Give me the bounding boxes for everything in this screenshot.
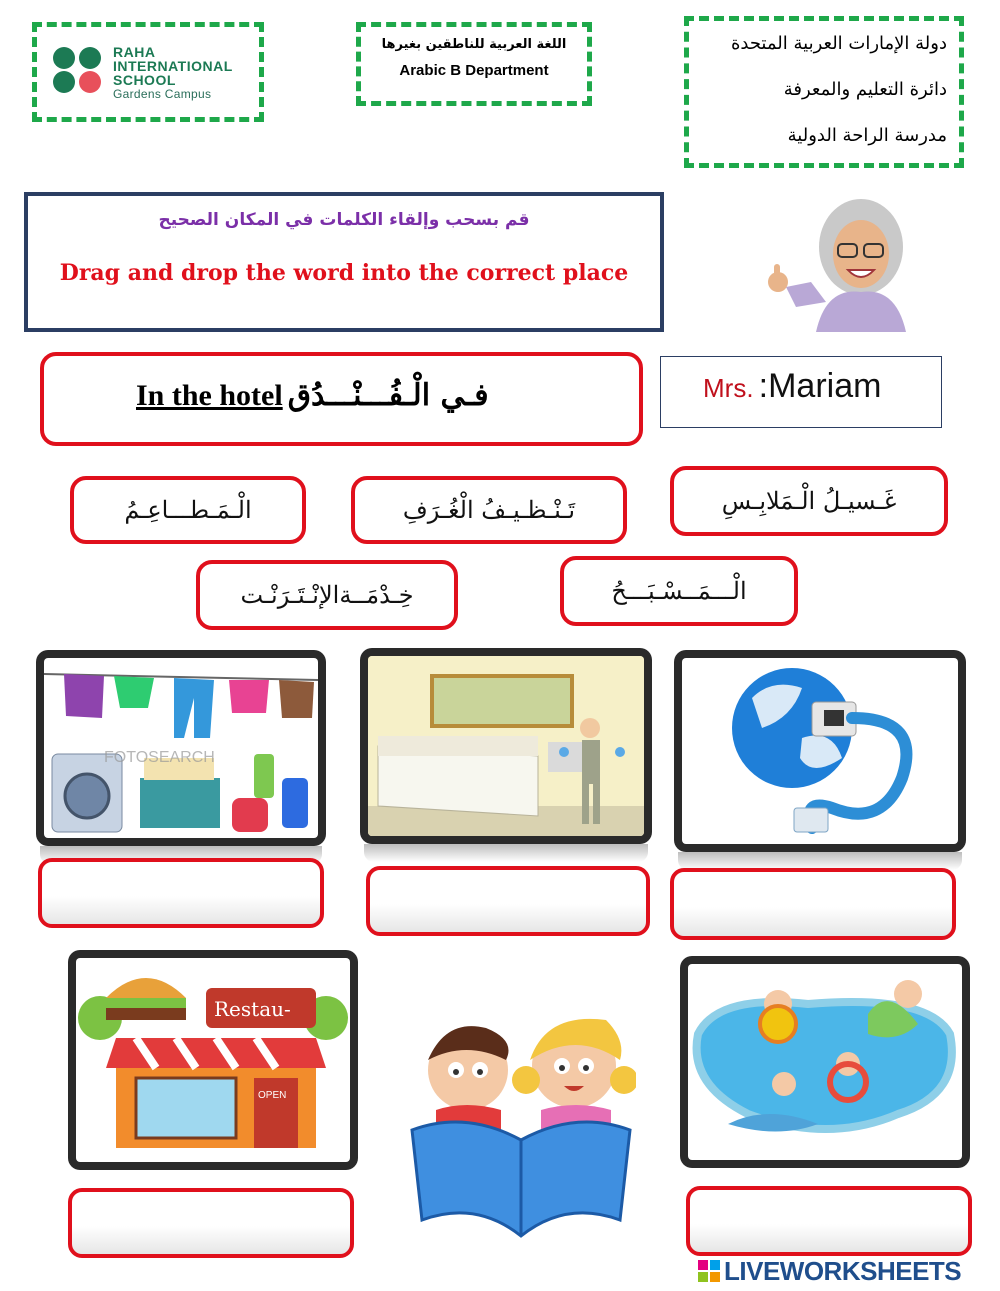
restaurant-image — [76, 958, 350, 1162]
swimming-pool-image — [688, 964, 962, 1160]
picture-frame-swimming-pool — [680, 956, 970, 1168]
laundry-watermark: FOTOSEARCH — [104, 749, 215, 766]
authority-line-1: دولة الإمارات العربية المتحدة — [730, 33, 947, 54]
room-cleaning-image — [368, 656, 644, 836]
kids-reading-image — [406, 1000, 636, 1244]
department-english: Arabic B Department — [399, 62, 549, 79]
title-arabic: فـي الْـفُـــنْـــدُق — [287, 378, 489, 413]
picture-frame-restaurant — [68, 950, 358, 1170]
teacher-avatar — [756, 192, 926, 332]
picture-frame-laundry — [36, 650, 326, 846]
title-english: In the hotel — [136, 379, 283, 412]
instructions-english: Drag and drop the word into the correct place — [59, 260, 629, 286]
restaurant-sign: Restau- — [214, 997, 291, 1021]
department-box — [356, 22, 592, 106]
word-card-room-cleaning[interactable]: تَـنْـظـيـفُ الْغُـرَفِ — [351, 476, 627, 544]
school-name: RAHA INTERNATIONAL SCHOOL Gardens Campus — [113, 44, 233, 101]
picture-frame-room-cleaning — [360, 648, 652, 844]
word-card-swimming-pool[interactable]: الْـــمَــسْـبَـــحُ — [560, 556, 798, 626]
word-card-restaurants[interactable]: الْـمَـطـــاعِـمُ — [70, 476, 306, 544]
drop-zone-laundry[interactable] — [38, 858, 324, 928]
school-logo-box — [32, 22, 264, 122]
drop-zone-swimming-pool[interactable] — [686, 1186, 972, 1256]
restaurant-open-sign: OPEN — [258, 1090, 287, 1101]
teacher-name-box — [660, 356, 942, 428]
drop-zone-internet[interactable] — [670, 868, 956, 940]
frame-reflection — [364, 844, 648, 862]
word-card-laundry[interactable]: غَـسيـلُ الْـمَلابِـسِ — [670, 466, 948, 536]
laundry-image — [44, 658, 318, 838]
authority-line-3: مدرسة الراحة الدولية — [787, 125, 947, 146]
internet-image — [682, 658, 958, 844]
picture-frame-internet — [674, 650, 966, 852]
teacher-prefix: Mrs. — [703, 373, 754, 403]
liveworksheets-logo — [698, 1255, 998, 1287]
authority-box — [684, 16, 964, 168]
logo-icon — [53, 47, 105, 93]
drop-zone-restaurant[interactable] — [68, 1188, 354, 1258]
instructions-arabic: قم بسحب وإلقاء الكلمات في المكان الصحيح — [158, 210, 530, 230]
department-arabic: اللغة العربية للناطقين بغيرها — [381, 37, 567, 52]
liveworksheets-icon — [698, 1260, 720, 1282]
instructions-box — [24, 192, 664, 332]
drop-zone-room-cleaning[interactable] — [366, 866, 650, 936]
word-card-internet[interactable]: خِـدْمَــةالإنْـتَـرَنْـت — [196, 560, 458, 630]
liveworksheets-text: LIVEWORKSHEETS — [724, 1255, 962, 1286]
title-box — [40, 352, 643, 446]
teacher-name: :Mariam — [758, 367, 882, 405]
page-title — [136, 378, 489, 413]
authority-line-2: دائرة التعليم والمعرفة — [783, 79, 947, 100]
